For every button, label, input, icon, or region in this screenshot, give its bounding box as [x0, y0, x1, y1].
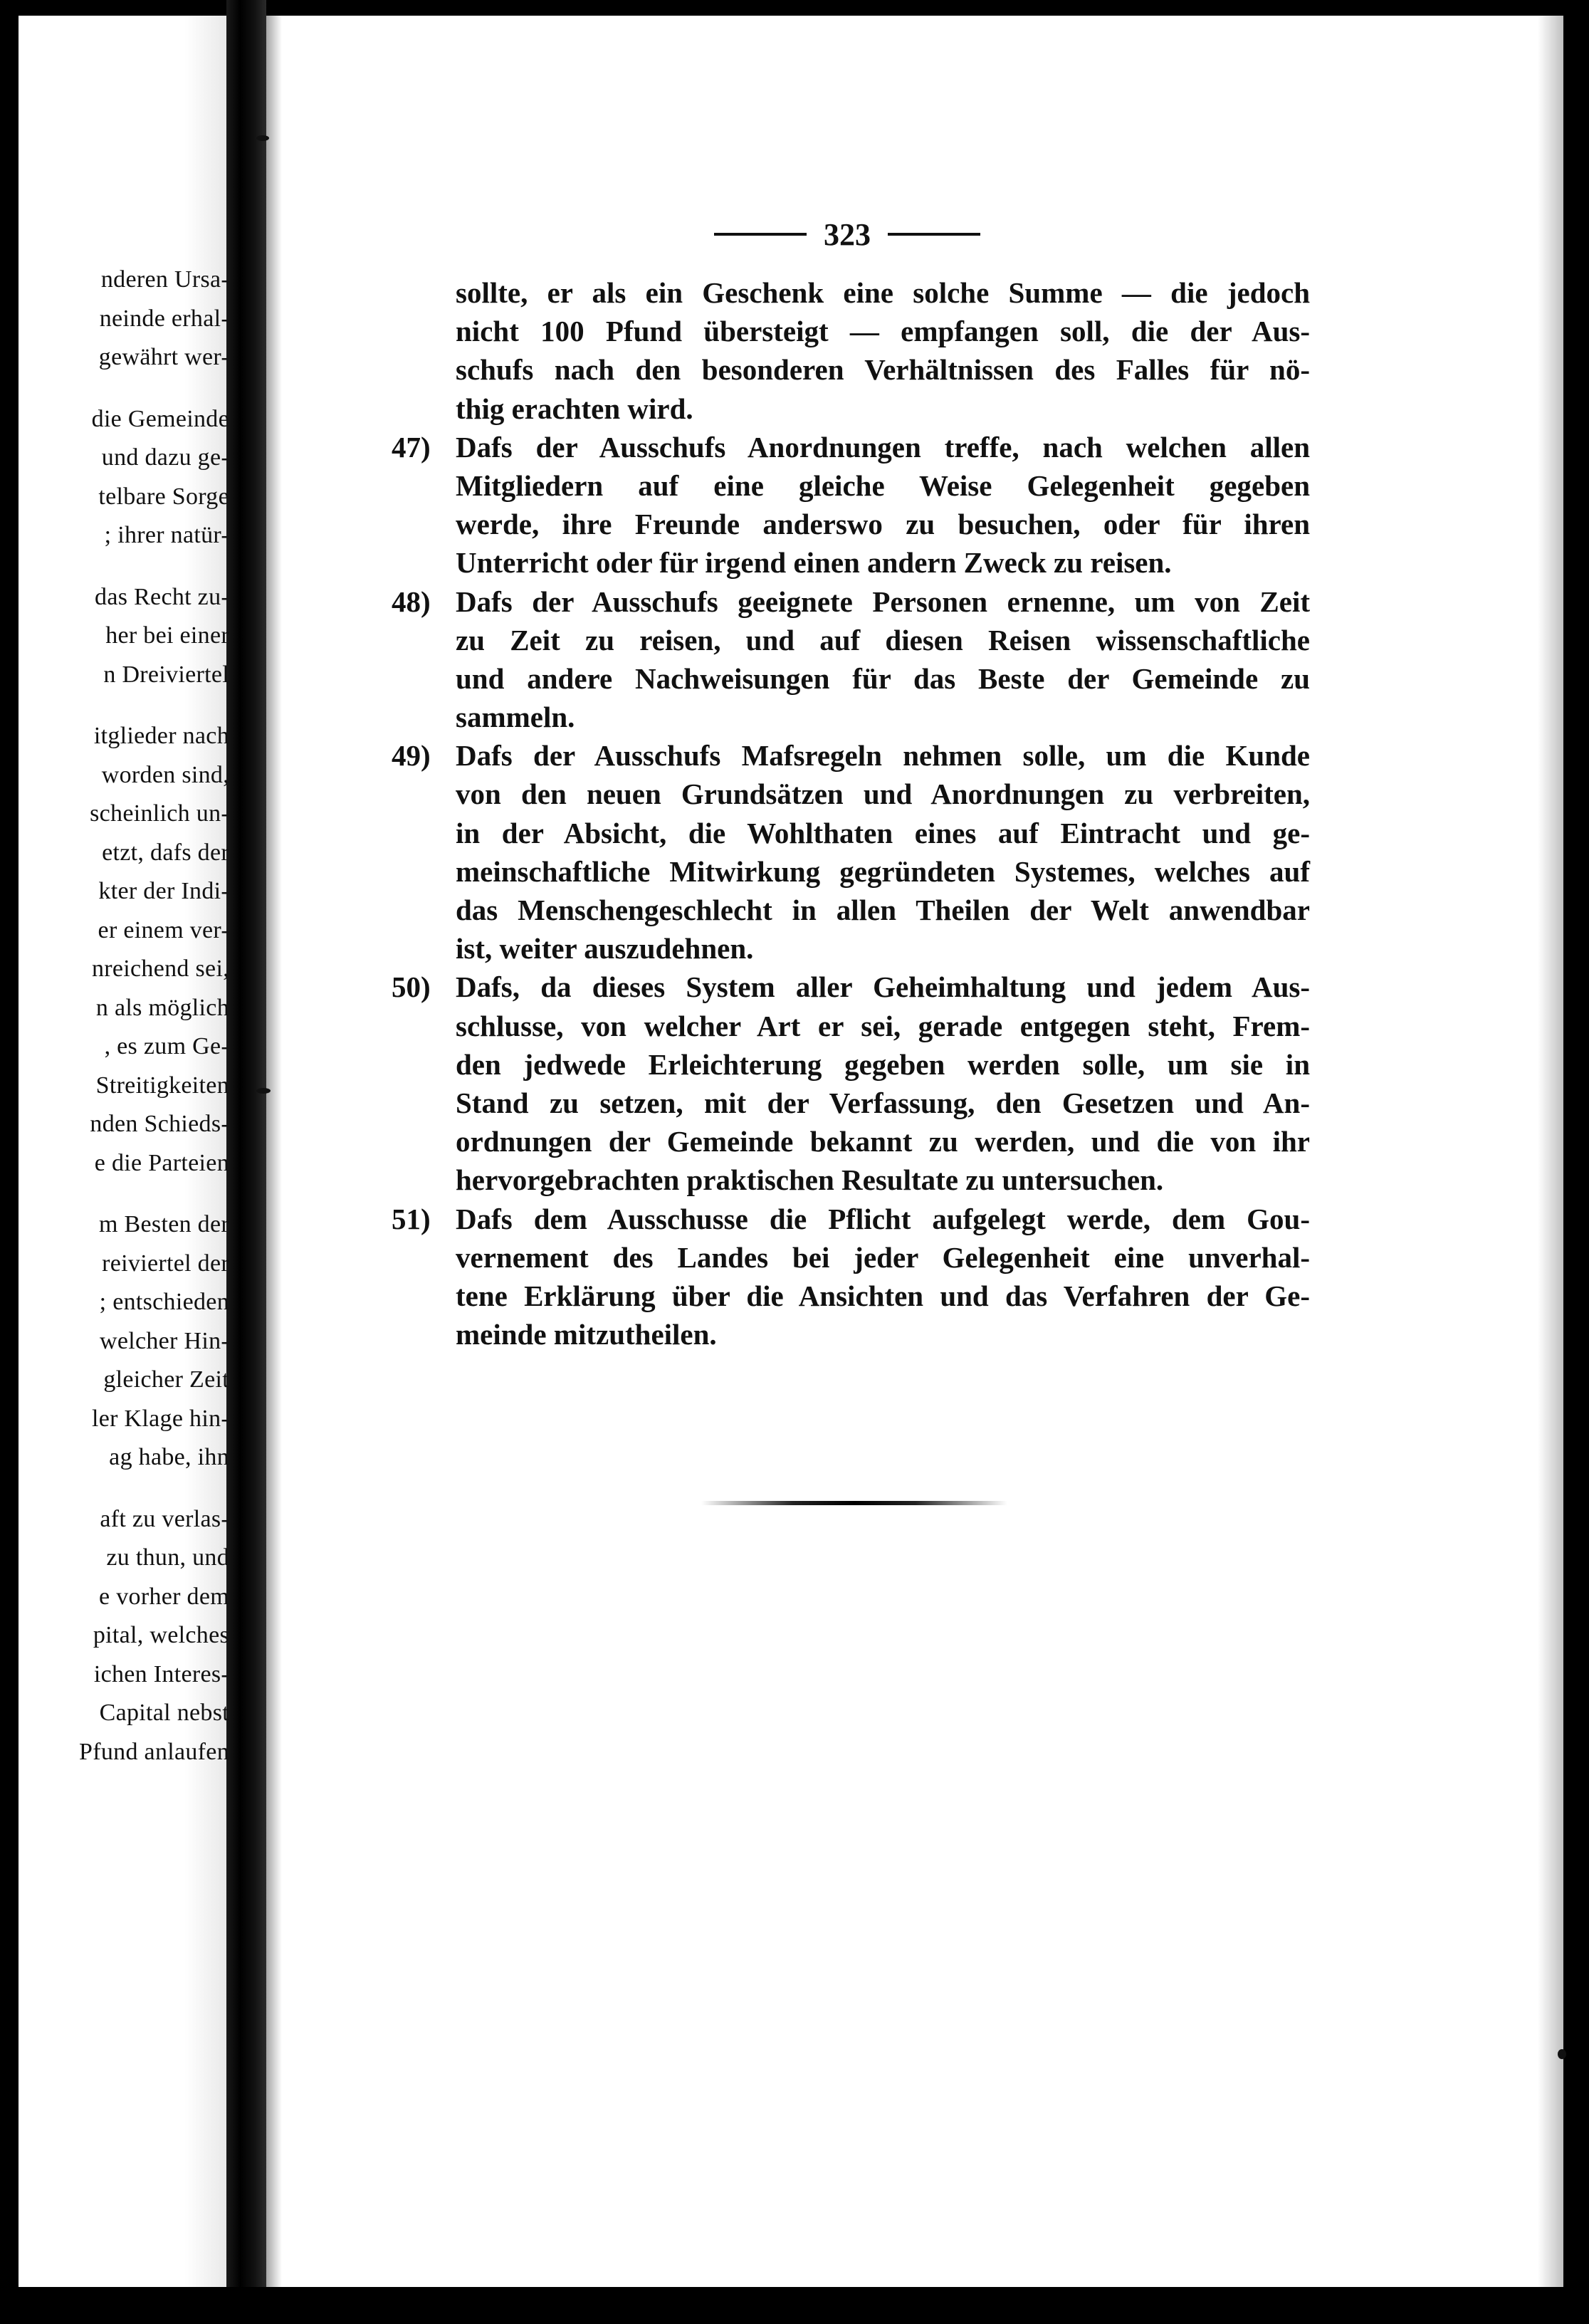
left-line: Capital nebst	[99, 1700, 229, 1726]
left-line: gleicher Zeit	[103, 1366, 229, 1393]
text-line: Dafs der Ausschufs Anordnungen treffe, nach welchen allen	[456, 430, 1310, 464]
left-line: welcher Hin-	[99, 1327, 229, 1354]
left-line: scheinlich un-	[90, 800, 229, 827]
text-line: in der Absicht, die Wohlthaten eines auf Eintracht und ge-	[456, 816, 1310, 849]
paragraph-49	[392, 736, 1310, 968]
paragraph-number: 49)	[392, 739, 431, 773]
text-line: das Menschengeschlecht in allen Theilen der Welt anwendbar	[456, 894, 1310, 926]
text-line: Unterricht oder für irgend einen andern Zweck zu reisen.	[456, 546, 1172, 580]
page-number: 323	[824, 216, 871, 252]
left-line: , es zum Ge-	[104, 1033, 229, 1059]
header-rule-right	[888, 233, 980, 236]
left-line: das Recht zu-	[95, 583, 229, 610]
left-line: nden Schieds-	[90, 1111, 229, 1137]
left-line: worden sind,	[101, 761, 229, 788]
left-line: ler Klage hin-	[91, 1405, 229, 1432]
main-text	[392, 273, 1310, 1354]
header-rule-left	[714, 233, 807, 236]
text-line: Stand zu setzen, mit der Verfassung, den Gesetzen und An-	[456, 1086, 1310, 1119]
left-line: m Besten der	[99, 1211, 229, 1237]
left-block-4	[19, 717, 229, 1183]
gutter-shadow	[266, 0, 282, 2324]
text-line: sammeln.	[456, 701, 575, 734]
page-header	[705, 209, 990, 259]
left-line: nderen Ursa-	[100, 266, 229, 293]
book-gutter	[226, 0, 266, 2324]
left-line: Streitigkeiten	[95, 1072, 229, 1099]
text-line: Mitgliedern auf eine gleiche Weise Gelegenheit gegeben	[456, 469, 1310, 502]
left-block-2	[19, 400, 229, 555]
left-line: ; entschieden	[99, 1289, 229, 1315]
left-line: zu thun, und	[106, 1544, 229, 1571]
paragraph-50	[392, 968, 1310, 1199]
text-line: Dafs der Ausschufs geeignete Personen ernenne, um von Zeit	[456, 585, 1310, 618]
text-line: Dafs dem Ausschusse die Pflicht aufgelegt werde, dem Gou-	[456, 1202, 1310, 1235]
text-line: hervorgebrachten praktischen Resultate zu untersuchen.	[456, 1163, 1164, 1197]
scan-edge-right	[1563, 0, 1589, 2324]
left-line: Pfund anlaufen	[79, 1738, 229, 1765]
left-block-5	[19, 1205, 229, 1477]
left-block-3	[19, 578, 229, 695]
left-line: er einem ver-	[98, 916, 229, 943]
paragraph-number: 47)	[392, 430, 431, 464]
text-line: meinschaftliche Mitwirkung gegründeten Systemes, welches auf	[456, 854, 1310, 888]
text-line: den jedwede Erleichterung gegeben werden solle, um sie in	[456, 1047, 1310, 1081]
left-line: ; ihrer natür-	[104, 522, 229, 548]
paragraph-47	[392, 428, 1310, 582]
text-line: schufs nach den besonderen Verhältnissen des Falles für nö-	[456, 353, 1310, 387]
paragraph-51	[392, 1200, 1310, 1354]
scan-speck	[256, 135, 269, 141]
text-line: von den neuen Grundsätzen und Anordnungen zu verbreiten,	[456, 778, 1310, 811]
text-line: vernement des Landes bei jeder Gelegenheit eine unverhal-	[456, 1240, 1310, 1274]
text-line: Dafs, da dieses System aller Geheimhaltung und jedem Aus-	[456, 970, 1310, 1004]
text-line: thig erachten wird.	[456, 392, 693, 425]
text-line: zu Zeit zu reisen, und auf diesen Reisen wissenschaftliche	[456, 623, 1310, 656]
left-line: etzt, dafs der	[102, 839, 229, 866]
text-line: Dafs der Ausschufs Mafsregeln nehmen solle, um die Kunde	[456, 739, 1310, 773]
text-line: ist, weiter auszudehnen.	[456, 932, 754, 965]
left-line: die Gemeinde	[91, 405, 229, 432]
paragraph-48	[392, 582, 1310, 737]
scan-edge-left	[0, 0, 19, 2324]
end-rule	[701, 1501, 1007, 1505]
text-line: werde, ihre Freunde anderswo zu besuchen, oder für ihren	[456, 508, 1310, 541]
scan-speck	[1558, 2049, 1566, 2059]
paragraph-number: 48)	[392, 585, 431, 618]
text-line: und andere Nachweisungen für das Beste der Gemeinde zu	[456, 661, 1310, 695]
scan-edge-bottom	[0, 2287, 1589, 2324]
text-line: tene Erklärung über die Ansichten und das Verfahren der Ge-	[456, 1279, 1310, 1312]
text-line: nicht 100 Pfund übersteigt — empfangen soll, die der Aus-	[456, 315, 1310, 348]
left-line: itglieder nach	[93, 723, 229, 749]
left-line: gewährt wer-	[98, 344, 229, 370]
continuation-paragraph	[392, 273, 1310, 428]
text-line: meinde mitzutheilen.	[456, 1318, 717, 1351]
left-block-1	[19, 261, 229, 377]
left-line: n Dreiviertel	[103, 661, 229, 688]
left-line: e vorher dem	[99, 1583, 229, 1610]
left-line: reiviertel der	[102, 1250, 229, 1277]
left-line: neinde erhal-	[99, 305, 229, 332]
left-line: n als möglich	[95, 994, 229, 1021]
left-line: ag habe, ihn	[109, 1444, 229, 1470]
scan-speck	[256, 1088, 271, 1094]
text-line: schlusse, von welcher Art er sei, gerade entgegen steht, Frem-	[456, 1009, 1310, 1042]
left-line: nreichend sei,	[91, 956, 229, 982]
left-line: kter der Indi-	[98, 878, 229, 904]
left-line: pital, welches	[93, 1622, 229, 1648]
paragraph-number: 51)	[392, 1202, 431, 1235]
left-line: e die Parteien	[94, 1149, 229, 1176]
left-line: und dazu ge-	[101, 444, 229, 471]
right-page-edge-shadow	[1538, 16, 1563, 2287]
left-line: aft zu verlas-	[100, 1505, 229, 1532]
paragraph-number: 50)	[392, 970, 431, 1004]
left-line: telbare Sorge	[98, 483, 229, 510]
left-page-fragment	[19, 261, 229, 1771]
text-line: ordnungen der Gemeinde bekannt zu werden, und die von ihr	[456, 1125, 1310, 1158]
text-line: sollte, er als ein Geschenk eine solche Summe — die jedoch	[456, 276, 1310, 309]
left-line: ichen Interes-	[93, 1660, 229, 1687]
left-line: her bei einer	[105, 622, 229, 649]
left-block-6	[19, 1500, 229, 1772]
